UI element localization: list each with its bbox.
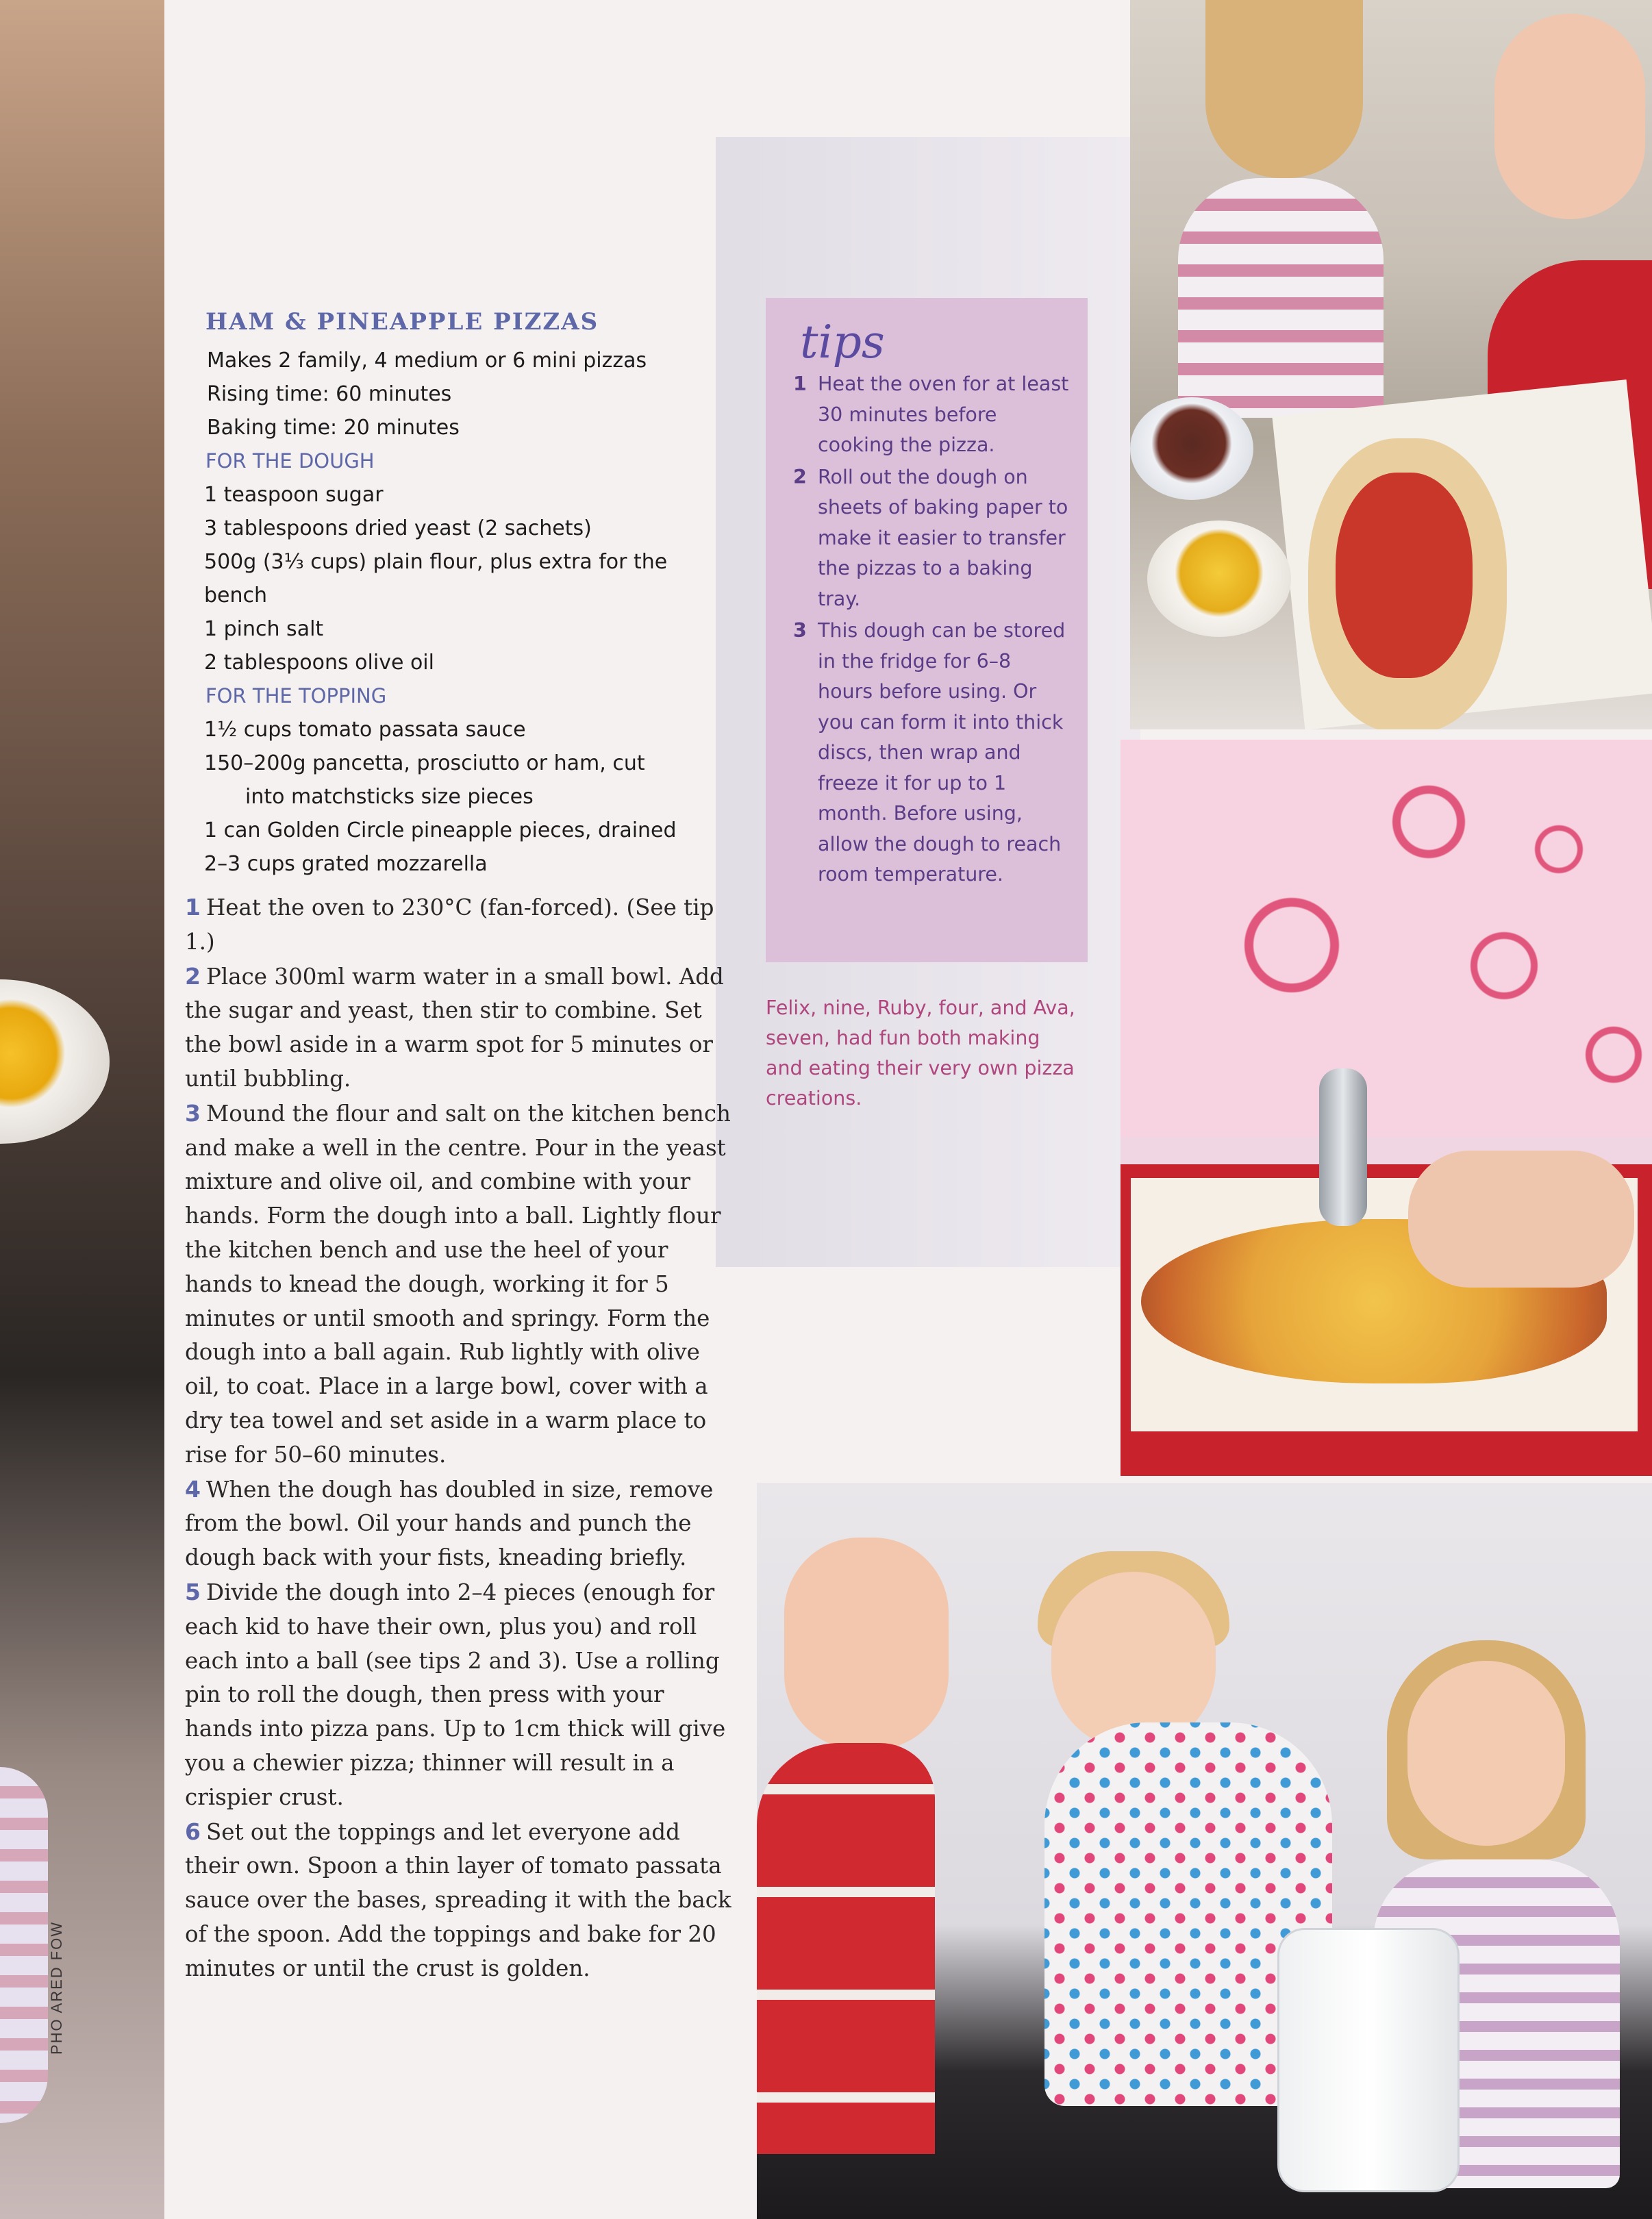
ingredient: into matchsticks size pieces (245, 785, 534, 809)
ingredient: 3 tablespoons dried yeast (2 sachets) (204, 516, 592, 540)
step-number: 2 (185, 962, 201, 990)
left-edge-photo (0, 0, 164, 2219)
ingredient: 2–3 cups grated mozzarella (204, 852, 488, 876)
dough-heading: FOR THE DOUGH (205, 449, 375, 473)
baking-time: Baking time: 20 minutes (207, 416, 460, 440)
tip-text: Heat the oven for at least 30 minutes before cooking the pizza. (818, 373, 1069, 456)
photo-credit: PHO ARED FOW (48, 1920, 65, 2055)
method-step (185, 960, 733, 1096)
method-step (185, 1096, 733, 1472)
ingredient: 1½ cups tomato passata sauce (204, 718, 526, 742)
ingredient: 2 tablespoons olive oil (204, 651, 434, 675)
tip-text: Roll out the dough on sheets of baking paper to make it easier to transfer the pizzas to a baking tray. (818, 465, 1068, 610)
method-step (185, 890, 733, 960)
ingredient: 150–200g pancetta, prosciutto or ham, cut (204, 751, 645, 775)
pizza-cutter-image (1319, 1068, 1367, 1226)
tip-item (793, 369, 1070, 461)
topping-heading: FOR THE TOPPING (205, 684, 387, 707)
recipe-block (164, 294, 733, 881)
ingredient: 1 pinch salt (204, 617, 324, 641)
step-text: Divide the dough into 2–4 pieces (enough for each kid to have their own, plus you) and roll each into a ball (see tips 2 and 3). Use a rolling pin to roll the dough, then press with your hands into pizza pans. Up to 1cm thick will give you a chewier pizza; thinner will result in a crispier crust. (185, 1579, 726, 1810)
step-text: Mound the flour and salt on the kitchen bench and make a well in the centre. Pour in the yeast mixture and olive oil, and combine with your hands. Form the dough into a ball. Lightly flour the kitchen bench and use the heel of your hands to knead the dough, working it for 5 minutes or until smooth and springy. Form the dough into a ball again. Rub lightly with olive oil, to coat. Place in a large bowl, cover with a dry tea towel and set aside in a warm place to rise for 50–60 minutes. (185, 1100, 731, 1468)
method-steps (185, 890, 733, 1986)
tip-number: 2 (793, 465, 807, 488)
ingredient: 1 can Golden Circle pineapple pieces, drained (204, 818, 677, 842)
step-number: 5 (185, 1578, 201, 1605)
child-image (0, 1767, 48, 2123)
photo-kids-spreading-sauce (1130, 0, 1652, 729)
flour-jar-image (1277, 1928, 1460, 2192)
tip-number: 3 (793, 619, 807, 642)
photo-caption: Felix, nine, Ruby, four, and Ava, seven, had fun both making and eating their very own pizza creations. (766, 996, 1075, 1110)
method-step (185, 1575, 733, 1815)
step-number: 6 (185, 1818, 201, 1845)
step-text: When the dough has doubled in size, remove from the bowl. Oil your hands and punch the dough back with your fists, kneading briefly. (185, 1476, 714, 1571)
recipe-title: HAM & PINEAPPLE PIZZAS (205, 308, 599, 336)
step-number: 4 (185, 1475, 201, 1503)
tip-item (793, 616, 1070, 890)
step-text: Heat the oven to 230°C (fan-forced). (See tip 1.) (185, 894, 714, 955)
ingredient: 1 teaspoon sugar (204, 483, 384, 507)
recipe-yield: Makes 2 family, 4 medium or 6 mini pizzas (207, 349, 647, 373)
ingredient: 500g (3⅓ cups) plain flour, plus extra for the bench (204, 550, 668, 607)
tips-box (766, 298, 1088, 962)
bowl-image (0, 979, 110, 1144)
photo-cutting-pizza (1121, 740, 1652, 1476)
step-number: 3 (185, 1099, 201, 1127)
tip-number: 1 (793, 373, 807, 395)
step-number: 1 (185, 894, 201, 920)
method-step (185, 1815, 733, 1986)
tips-title: tips (800, 316, 885, 368)
tip-text: This dough can be stored in the fridge for 6–8 hours before using. Or you can form it into thick discs, then wrap and freeze it for up to 1 month. Before using, allow the dough to reach room temperature. (818, 619, 1066, 886)
rising-time: Rising time: 60 minutes (207, 382, 452, 406)
tip-item (793, 462, 1070, 615)
step-text: Set out the toppings and let everyone add their own. Spoon a thin layer of tomato passata sauce over the bases, spreading it with the back of the spoon. Add the toppings and bake for 20 minutes or until the crust is golden. (185, 1818, 731, 1981)
method-step (185, 1472, 733, 1575)
step-text: Place 300ml warm water in a small bowl. Add the sugar and yeast, then stir to combine. Set the bowl aside in a warm spot for 5 minutes or until bubbling. (185, 963, 724, 1092)
photo-kids-with-flour-jar (757, 1483, 1652, 2219)
